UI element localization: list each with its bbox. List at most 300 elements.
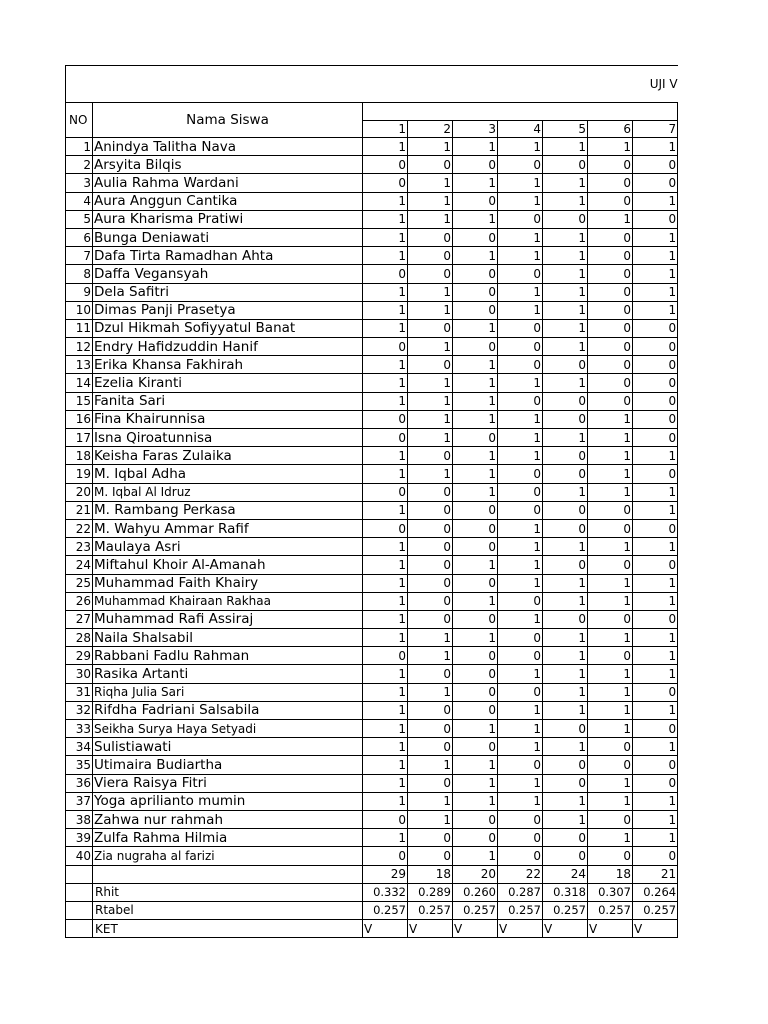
score-cell: 1: [633, 792, 678, 810]
student-number: 38: [66, 810, 93, 828]
item-number-header: 1: [363, 121, 408, 138]
score-cell: 0: [363, 429, 408, 447]
score-cell: 0: [453, 610, 498, 628]
rhit-row-value: 0.332: [363, 883, 408, 901]
score-cell: 0: [633, 756, 678, 774]
student-number: 8: [66, 265, 93, 283]
score-cell: 0: [498, 356, 543, 374]
student-row: [66, 301, 678, 319]
score-cell: 0: [498, 756, 543, 774]
score-cell: 1: [363, 283, 408, 301]
score-cell: 1: [633, 192, 678, 210]
student-number: 2: [66, 156, 93, 174]
score-cell: 0: [408, 356, 453, 374]
student-number: 27: [66, 610, 93, 628]
rtabel-row-value: 0.257: [588, 901, 633, 919]
score-cell: 0: [543, 847, 588, 865]
score-cell: 0: [363, 519, 408, 537]
student-number: 15: [66, 392, 93, 410]
student-number: 18: [66, 447, 93, 465]
student-name: Erika Khansa Fakhirah: [93, 356, 363, 374]
score-cell: 1: [543, 228, 588, 246]
score-cell: 1: [453, 319, 498, 337]
student-name: Zia nugraha al farizi: [93, 847, 363, 865]
score-cell: 0: [633, 210, 678, 228]
student-number: 37: [66, 792, 93, 810]
score-cell: 1: [543, 538, 588, 556]
student-name: M. Iqbal Al Idruz: [93, 483, 363, 501]
score-cell: 1: [498, 738, 543, 756]
score-cell: 1: [543, 338, 588, 356]
score-cell: 0: [633, 156, 678, 174]
score-cell: 1: [633, 247, 678, 265]
score-cell: 1: [498, 410, 543, 428]
score-cell: 1: [453, 847, 498, 865]
score-cell: 0: [633, 392, 678, 410]
score-cell: 0: [588, 647, 633, 665]
student-name: Dzul Hikmah Sofiyyatul Banat: [93, 319, 363, 337]
score-cell: 1: [588, 429, 633, 447]
student-row: [66, 647, 678, 665]
score-cell: 1: [588, 629, 633, 647]
score-cell: 1: [363, 192, 408, 210]
score-cell: 0: [363, 265, 408, 283]
student-row: [66, 247, 678, 265]
score-cell: 1: [408, 647, 453, 665]
score-cell: 1: [363, 247, 408, 265]
ket-row: [66, 920, 678, 938]
score-cell: 1: [363, 447, 408, 465]
student-name: M. Rambang Perkasa: [93, 501, 363, 519]
student-name: Muhammad Faith Khairy: [93, 574, 363, 592]
student-number: 20: [66, 483, 93, 501]
student-name: Endry Hafidzuddin Hanif: [93, 338, 363, 356]
score-cell: 1: [498, 701, 543, 719]
score-cell: 1: [633, 228, 678, 246]
student-row: [66, 574, 678, 592]
student-number: 29: [66, 647, 93, 665]
student-number: 24: [66, 556, 93, 574]
score-cell: 0: [633, 519, 678, 537]
rhit-row-value: 0.289: [408, 883, 453, 901]
score-cell: 1: [633, 138, 678, 156]
score-cell: 1: [363, 610, 408, 628]
student-row: [66, 610, 678, 628]
score-cell: 1: [498, 519, 543, 537]
score-cell: 0: [408, 665, 453, 683]
score-cell: 0: [408, 701, 453, 719]
student-name: Dafa Tirta Ramadhan Ahta: [93, 247, 363, 265]
student-number: 3: [66, 174, 93, 192]
score-cell: 1: [588, 665, 633, 683]
student-row: [66, 156, 678, 174]
score-cell: 0: [588, 192, 633, 210]
score-cell: 0: [408, 847, 453, 865]
item-number-header: 3: [453, 121, 498, 138]
score-cell: 1: [543, 138, 588, 156]
score-cell: 0: [588, 174, 633, 192]
score-cell: 0: [588, 501, 633, 519]
student-row: [66, 519, 678, 537]
score-cell: 0: [453, 810, 498, 828]
score-cell: 1: [498, 556, 543, 574]
score-cell: 1: [453, 465, 498, 483]
totals-row-value: 21: [633, 865, 678, 883]
score-cell: 1: [588, 447, 633, 465]
student-number: 4: [66, 192, 93, 210]
score-cell: 1: [363, 301, 408, 319]
score-cell: 0: [408, 610, 453, 628]
score-cell: 1: [633, 647, 678, 665]
score-cell: 1: [543, 174, 588, 192]
score-cell: 0: [543, 392, 588, 410]
score-cell: 1: [408, 792, 453, 810]
student-row: [66, 210, 678, 228]
score-cell: 0: [543, 610, 588, 628]
score-cell: 0: [453, 228, 498, 246]
score-cell: 1: [363, 374, 408, 392]
score-cell: 1: [363, 538, 408, 556]
score-cell: 1: [498, 792, 543, 810]
score-cell: 1: [363, 701, 408, 719]
score-cell: 1: [633, 829, 678, 847]
ket-row-value: V: [453, 920, 498, 938]
score-cell: 0: [588, 156, 633, 174]
student-name: Muhammad Rafi Assiraj: [93, 610, 363, 628]
student-name: Miftahul Khoir Al-Amanah: [93, 556, 363, 574]
student-name: Aulia Rahma Wardani: [93, 174, 363, 192]
score-cell: 0: [498, 683, 543, 701]
score-cell: 1: [363, 683, 408, 701]
score-cell: 0: [363, 483, 408, 501]
score-cell: 1: [588, 774, 633, 792]
rtabel-row-value: 0.257: [543, 901, 588, 919]
score-cell: 1: [633, 283, 678, 301]
score-cell: 1: [498, 138, 543, 156]
score-cell: 0: [498, 338, 543, 356]
score-cell: 0: [453, 192, 498, 210]
score-cell: 0: [588, 847, 633, 865]
score-cell: 1: [543, 701, 588, 719]
student-row: [66, 701, 678, 719]
score-cell: 0: [498, 156, 543, 174]
student-row: [66, 665, 678, 683]
score-cell: 1: [453, 174, 498, 192]
score-cell: 0: [543, 556, 588, 574]
student-row: [66, 774, 678, 792]
student-number: 25: [66, 574, 93, 592]
score-cell: 0: [453, 156, 498, 174]
score-cell: 0: [453, 701, 498, 719]
ket-row-label: KET: [93, 920, 363, 938]
ket-row-value: V: [633, 920, 678, 938]
score-cell: 0: [588, 756, 633, 774]
score-cell: 0: [633, 774, 678, 792]
student-row: [66, 356, 678, 374]
student-row: [66, 629, 678, 647]
student-name: Sulistiawati: [93, 738, 363, 756]
score-cell: 1: [543, 683, 588, 701]
student-name: Seikha Surya Haya Setyadi: [93, 720, 363, 738]
rhit-row-value: 0.287: [498, 883, 543, 901]
student-row: [66, 683, 678, 701]
student-row: [66, 392, 678, 410]
student-row: [66, 538, 678, 556]
item-number-header: 5: [543, 121, 588, 138]
score-cell: 0: [588, 738, 633, 756]
student-name: Rasika Artanti: [93, 665, 363, 683]
score-cell: 0: [453, 283, 498, 301]
totals-row-label: [93, 865, 363, 883]
score-cell: 1: [453, 792, 498, 810]
rhit-row: [66, 883, 678, 901]
score-cell: 1: [498, 174, 543, 192]
score-cell: 1: [633, 701, 678, 719]
rtabel-row-value: 0.257: [633, 901, 678, 919]
score-cell: 0: [498, 647, 543, 665]
student-name: Daffa Vegansyah: [93, 265, 363, 283]
score-cell: 1: [543, 574, 588, 592]
score-cell: 0: [408, 720, 453, 738]
score-cell: 1: [633, 501, 678, 519]
student-row: [66, 829, 678, 847]
score-cell: 0: [453, 501, 498, 519]
score-cell: 0: [408, 829, 453, 847]
score-cell: 0: [588, 319, 633, 337]
totals-row: [66, 865, 678, 883]
score-cell: 0: [408, 319, 453, 337]
student-name: Dimas Panji Prasetya: [93, 301, 363, 319]
score-cell: 0: [543, 774, 588, 792]
student-number: 11: [66, 319, 93, 337]
student-row: [66, 592, 678, 610]
student-row: [66, 228, 678, 246]
student-number: 33: [66, 720, 93, 738]
student-row: [66, 265, 678, 283]
ket-row-value: V: [363, 920, 408, 938]
score-cell: 1: [363, 392, 408, 410]
score-cell: 1: [543, 429, 588, 447]
student-row: [66, 810, 678, 828]
score-cell: 1: [408, 410, 453, 428]
score-cell: 0: [633, 174, 678, 192]
student-number: 9: [66, 283, 93, 301]
student-number: 19: [66, 465, 93, 483]
score-cell: 1: [453, 138, 498, 156]
score-cell: 0: [408, 592, 453, 610]
score-cell: 1: [453, 374, 498, 392]
score-cell: 1: [633, 265, 678, 283]
score-cell: 1: [498, 774, 543, 792]
score-cell: 0: [633, 556, 678, 574]
score-cell: 0: [408, 228, 453, 246]
score-cell: 1: [363, 592, 408, 610]
score-cell: 1: [588, 138, 633, 156]
empty-cell: [66, 865, 93, 883]
score-cell: 1: [363, 319, 408, 337]
student-number: 12: [66, 338, 93, 356]
score-cell: 0: [588, 247, 633, 265]
score-cell: 0: [408, 156, 453, 174]
rtabel-row-label: Rtabel: [93, 901, 363, 919]
student-row: [66, 465, 678, 483]
item-header-band: [363, 103, 678, 121]
score-cell: 0: [633, 720, 678, 738]
score-cell: 1: [363, 629, 408, 647]
score-cell: 1: [408, 174, 453, 192]
student-name: Anindya Talitha Nava: [93, 138, 363, 156]
rhit-row-value: 0.307: [588, 883, 633, 901]
score-cell: 0: [498, 265, 543, 283]
score-cell: 0: [543, 210, 588, 228]
score-cell: 1: [543, 265, 588, 283]
score-cell: 1: [453, 210, 498, 228]
student-number: 36: [66, 774, 93, 792]
score-cell: 0: [408, 574, 453, 592]
score-cell: 1: [408, 210, 453, 228]
score-cell: 0: [543, 720, 588, 738]
score-cell: 1: [408, 374, 453, 392]
score-cell: 0: [543, 756, 588, 774]
student-name: Maulaya Asri: [93, 538, 363, 556]
rtabel-row: [66, 901, 678, 919]
empty-cell: [66, 920, 93, 938]
totals-row-value: 24: [543, 865, 588, 883]
score-cell: 1: [543, 192, 588, 210]
ket-row-value: V: [543, 920, 588, 938]
totals-row-value: 18: [588, 865, 633, 883]
score-cell: 0: [588, 556, 633, 574]
rhit-row-value: 0.260: [453, 883, 498, 901]
student-name: Bunga Deniawati: [93, 228, 363, 246]
student-name: Viera Raisya Fitri: [93, 774, 363, 792]
score-cell: 1: [363, 720, 408, 738]
ket-row-value: V: [408, 920, 453, 938]
score-cell: 1: [498, 301, 543, 319]
score-cell: 1: [633, 483, 678, 501]
score-cell: 0: [453, 647, 498, 665]
student-row: [66, 792, 678, 810]
score-cell: 0: [633, 465, 678, 483]
score-cell: 1: [408, 756, 453, 774]
score-cell: 1: [633, 301, 678, 319]
title-row: [66, 66, 678, 103]
score-cell: 1: [543, 810, 588, 828]
student-name: Zulfa Rahma Hilmia: [93, 829, 363, 847]
score-cell: 0: [408, 447, 453, 465]
student-name: Fanita Sari: [93, 392, 363, 410]
student-row: [66, 847, 678, 865]
student-row: [66, 501, 678, 519]
score-cell: 1: [633, 447, 678, 465]
student-row: [66, 138, 678, 156]
score-cell: 0: [453, 429, 498, 447]
score-cell: 1: [408, 465, 453, 483]
score-cell: 1: [363, 665, 408, 683]
score-cell: 1: [408, 301, 453, 319]
score-cell: 1: [453, 356, 498, 374]
student-number: 28: [66, 629, 93, 647]
rtabel-row-value: 0.257: [408, 901, 453, 919]
totals-row-value: 20: [453, 865, 498, 883]
student-name: Ezelia Kiranti: [93, 374, 363, 392]
score-cell: 0: [633, 356, 678, 374]
score-cell: 0: [588, 519, 633, 537]
student-row: [66, 720, 678, 738]
score-cell: 1: [588, 792, 633, 810]
score-cell: 1: [543, 319, 588, 337]
student-row: [66, 338, 678, 356]
score-cell: 1: [588, 592, 633, 610]
score-cell: 1: [543, 738, 588, 756]
score-cell: 1: [363, 556, 408, 574]
score-cell: 0: [453, 338, 498, 356]
rhit-row-label: Rhit: [93, 883, 363, 901]
student-row: [66, 429, 678, 447]
ket-row-value: V: [588, 920, 633, 938]
score-cell: 0: [543, 519, 588, 537]
student-number: 5: [66, 210, 93, 228]
score-cell: 1: [498, 538, 543, 556]
score-cell: 0: [498, 829, 543, 847]
score-cell: 1: [588, 538, 633, 556]
score-cell: 1: [498, 247, 543, 265]
score-cell: 1: [453, 483, 498, 501]
name-header: Nama Siswa: [93, 103, 363, 138]
score-cell: 0: [543, 465, 588, 483]
score-cell: 1: [633, 538, 678, 556]
score-cell: 1: [408, 138, 453, 156]
student-name: Isna Qiroatunnisa: [93, 429, 363, 447]
score-cell: 0: [408, 738, 453, 756]
score-cell: 1: [453, 556, 498, 574]
sheet-title: UJI V: [66, 66, 678, 103]
score-cell: 0: [363, 156, 408, 174]
score-cell: 1: [543, 374, 588, 392]
score-cell: 0: [543, 829, 588, 847]
student-number: 39: [66, 829, 93, 847]
score-cell: 1: [453, 774, 498, 792]
student-number: 32: [66, 701, 93, 719]
student-row: [66, 556, 678, 574]
ket-row-value: V: [498, 920, 543, 938]
score-cell: 1: [363, 228, 408, 246]
student-name: Zahwa nur rahmah: [93, 810, 363, 828]
student-number: 30: [66, 665, 93, 683]
score-cell: 1: [453, 247, 498, 265]
score-cell: 1: [363, 829, 408, 847]
score-cell: 0: [363, 810, 408, 828]
score-cell: 0: [633, 374, 678, 392]
score-cell: 0: [453, 829, 498, 847]
score-cell: 1: [408, 810, 453, 828]
score-cell: 0: [588, 338, 633, 356]
score-cell: 1: [498, 610, 543, 628]
score-cell: 0: [408, 774, 453, 792]
rhit-row-value: 0.318: [543, 883, 588, 901]
rtabel-row-value: 0.257: [498, 901, 543, 919]
score-cell: 1: [453, 392, 498, 410]
student-name: M. Wahyu Ammar Rafif: [93, 519, 363, 537]
student-name: Aura Kharisma Pratiwi: [93, 210, 363, 228]
score-cell: 0: [633, 410, 678, 428]
score-cell: 0: [588, 356, 633, 374]
score-cell: 0: [588, 610, 633, 628]
score-cell: 1: [363, 465, 408, 483]
student-number: 34: [66, 738, 93, 756]
score-cell: 1: [543, 283, 588, 301]
item-number-header: 4: [498, 121, 543, 138]
